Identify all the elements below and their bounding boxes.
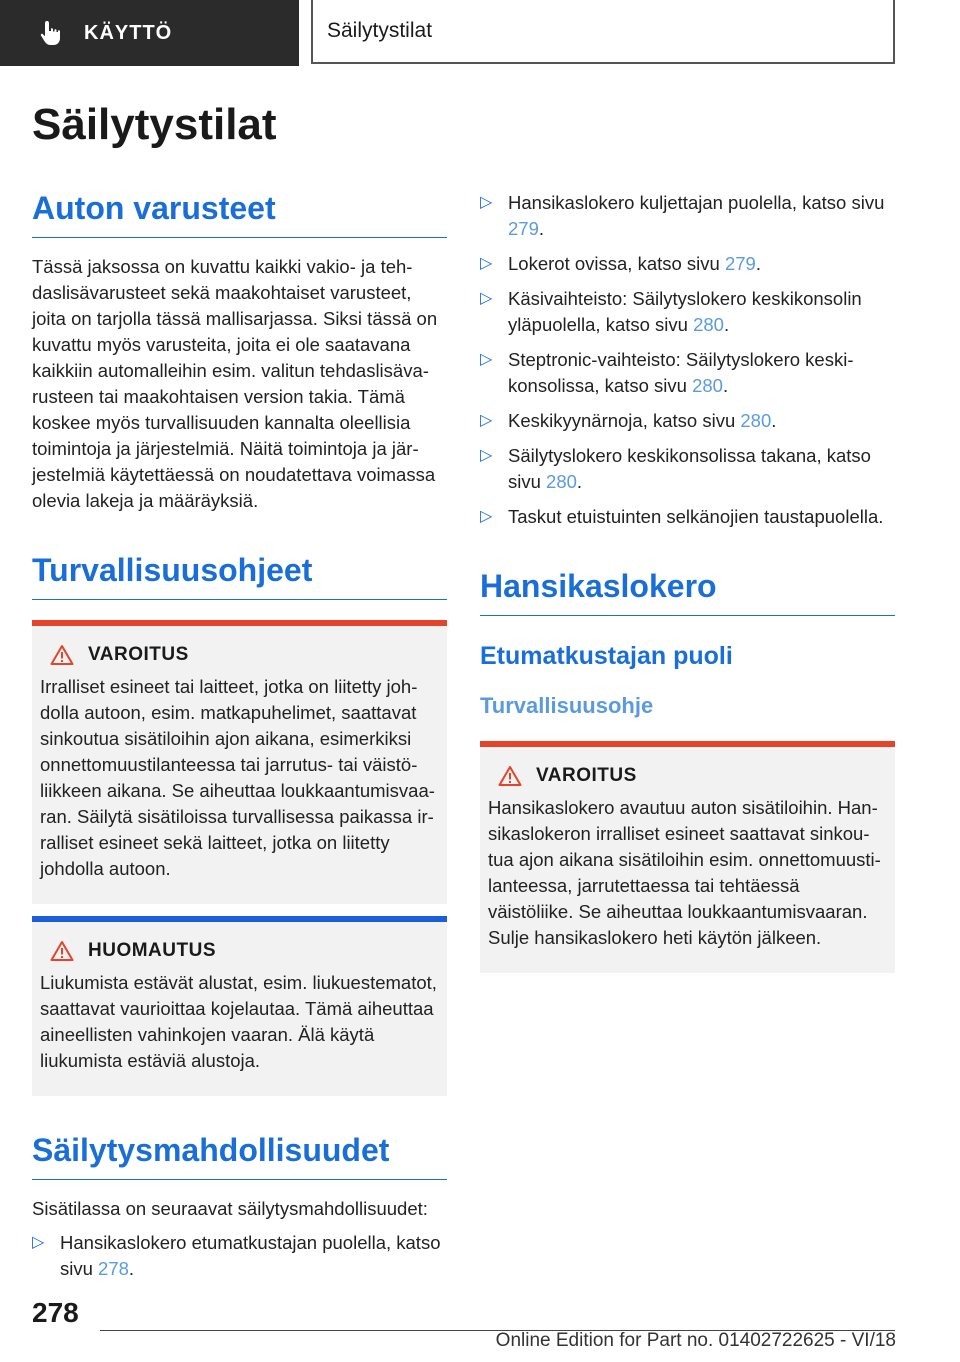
list-item: ▷ Keskikyynärnoja, katso sivu 280. [480,408,895,434]
arrow-bullet-icon: ▷ [32,1234,45,1251]
section-tab[interactable] [0,0,299,66]
arrow-bullet-icon: ▷ [480,447,493,464]
storage-list-left [32,1230,447,1282]
heading-equipment: Auton varusteet [32,190,447,238]
list-item: ▷ Lokerot ovissa, katso sivu 279. [480,251,895,277]
heading-safety: Turvallisuusohjeet [32,552,447,600]
hand-pointer-icon [38,19,64,47]
page-ref-link[interactable]: 278 [98,1258,129,1279]
notice-text: Liukumista estävät alustat, esim. liukuestematot, saattavat vaurioittaa kojelautaa. Tämä aiheuttaa aineellisten vahinkojen vaaran. Älä käytä liukumista estäviä alustoja. [40,972,437,1071]
arrow-bullet-icon: ▷ [480,290,493,307]
warning-title: VAROITUS [88,644,189,665]
left-column [32,190,447,1291]
warning-box [32,620,447,904]
warning-title: VAROITUS [536,765,637,786]
list-item: ▷ Steptronic-vaihteisto: Säilytyslokero keskikonsolissa, katso sivu 280. [480,349,854,396]
notice-title: HUOMAUTUS [88,940,216,961]
warning-triangle-icon [50,644,74,666]
storage-list-right [480,190,895,530]
page-ref-link[interactable]: 279 [724,253,756,274]
storage-intro: Sisätilassa on seuraavat säilytysmahdollisuudet: [32,1198,428,1219]
glovebox-warning-box [480,741,895,973]
notice-box [32,916,447,1096]
edition-text: Online Edition for Part no. 01402722625 - VI/18 [495,1330,896,1351]
page-number: 278 [32,1297,79,1328]
warning-text: Irralliset esineet tai laitteet, jotka on liitetty johdolla autoon, esim. matkapuhelimet, saattavat sinkoutua sisätiloihin ajon aikana, esimerkiksi onnettomuustilanteessa tai jarrutus- tai väistöliikkeen aikana. Se aiheuttaa loukkaantumisvaaran. Säilytä sisätiloissa turvallisessa paikassa irralliset esineet sekä laitteet, jotka on liitetty johdolla autoon. [40,676,435,879]
page-title: Säilytystilat [32,100,277,149]
heading-passenger-side: Etumatkustajan puoli [480,642,733,670]
notice-header [40,940,439,962]
warning-header [488,765,887,787]
page-ref-link[interactable]: 280 [740,410,772,431]
arrow-bullet-icon: ▷ [480,351,493,368]
page-header [0,0,960,66]
arrow-bullet-icon: ▷ [480,255,493,272]
warning-text: Hansikaslokero avautuu auton sisätiloihin. Hansikaslokeron irralliset esineet saattavat sinkoutua ajon aikana sisätiloihin esim. onnettomuustilanteessa, jarrutettaessa tai tehtäessä väistöliike. Se aiheuttaa loukkaantumisvaaran. Sulje hansikaslokero heti käytön jälkeen. [488,797,881,948]
warning-triangle-icon [498,765,522,787]
list-item: ▷ Taskut etuistuinten selkänojien taustapuolella. [480,504,895,530]
arrow-bullet-icon: ▷ [480,194,493,211]
list-item: ▷ Hansikaslokero kuljettajan puolella, katso sivu 279. [480,192,885,239]
arrow-bullet-icon: ▷ [480,508,493,525]
heading-safety-note: Turvallisuusohje [480,693,654,718]
list-item: ▷ Hansikaslokero etumatkustajan puolella, katso sivu 278. [32,1232,441,1279]
list-item: ▷ Käsivaihteisto: Säilytyslokero keskikonsolin yläpuolella, katso sivu 280. [480,288,862,335]
section-label: KÄYTTÖ [84,21,173,44]
equipment-text: Tässä jaksossa on kuvattu kaikki vakio- ja tehdaslisävarusteet sekä maakohtaiset varusteet, joita on tarjolla tässä mallisarjassa. Siksi tässä on kuvattu myös varusteita, joita ei ole saatavana kaikkiin automalleihin esim. valitun tehdaslisävarusteen tai maakohtaisen version takia. Tämä koskee myös turvallisuuden kannalta oleellisia toimintoja ja järjestelmiä. Näitä toimintoja ja järjestelmiä käytettäessä on noudatettava voimassa olevia lakeja ja määräyksiä. [32,256,438,511]
heading-glovebox: Hansikaslokero [480,568,895,616]
list-item: ▷ Säilytyslokero keskikonsolissa takana, katso sivu 280. [480,445,871,492]
arrow-bullet-icon: ▷ [480,412,493,429]
page-ref-link[interactable]: 280 [693,314,724,335]
page-ref-link[interactable]: 279 [508,218,539,239]
warning-header [40,644,439,666]
notice-triangle-icon [50,940,74,962]
chapter-tab[interactable] [311,0,895,64]
chapter-title: Säilytystilat [327,19,433,42]
heading-storage-options: Säilytysmahdollisuudet [32,1132,447,1180]
right-column [480,190,895,973]
page-ref-link[interactable]: 280 [546,471,577,492]
page-ref-link[interactable]: 280 [692,375,723,396]
